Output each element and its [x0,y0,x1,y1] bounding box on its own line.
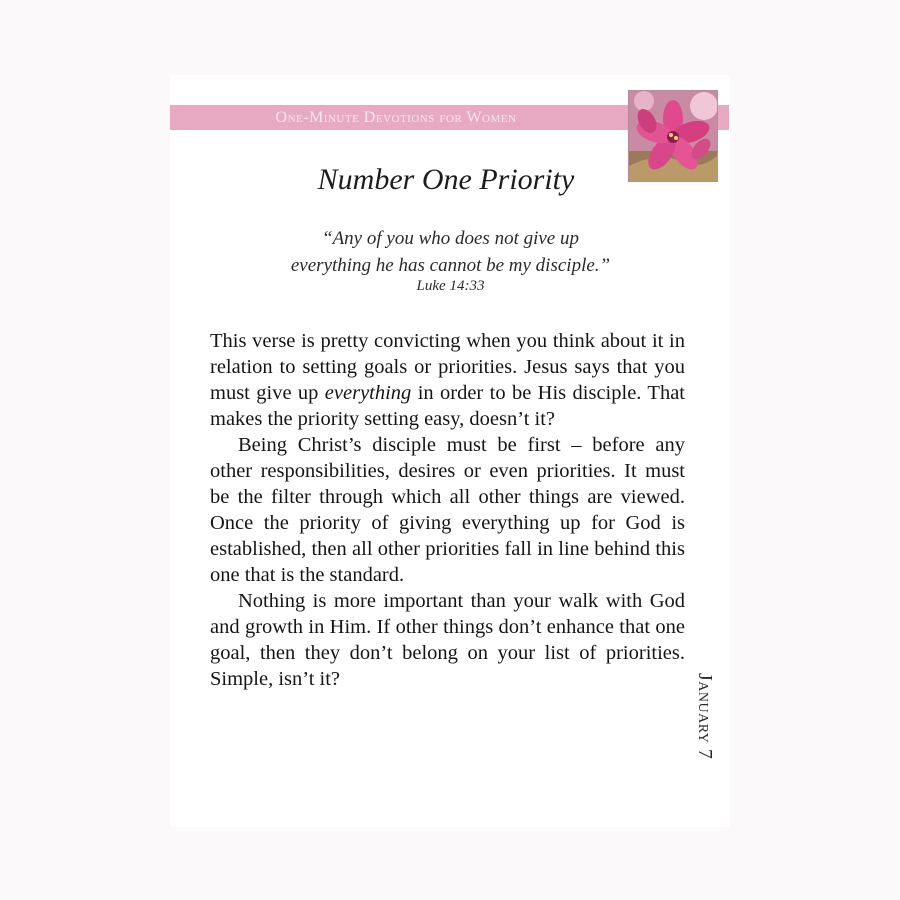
paragraph-1-start: This verse is pretty convicting when you think about it in relation to setting goals or priorities. Jesus says that you must give up [210,330,685,404]
side-date: January 7 [694,673,716,760]
paragraph-1-end: in order to be His disciple. That makes the priority setting easy, doesn’t it? [210,382,685,430]
scripture-reference: Luke 14:33 [416,278,485,294]
paragraph-2: Being Christ’s disciple must be first – before any other responsibilities, desires or even priorities. It must be the filter through which all other things are viewed. Once the priority of giving everything up for God is established, then all other priorities fall in line behind this one that is the standard. [210,434,685,586]
paragraph-3: Nothing is more important than your walk with God and growth in Him. If other things don’t enhance that one goal, then they don’t belong on your list of priorities. Simple, isn’t it? [210,590,685,690]
scripture-line-2: everything he has cannot be my disciple.” [290,255,611,276]
paragraph-1-emphasis: everything [324,382,412,404]
scripture-quote [230,225,671,279]
devotion-title: Number One Priority [317,163,575,196]
devotion-page [170,75,730,827]
series-title: One-Minute Devotions for Women [275,109,517,126]
scripture-line-1: “Any of you who does not give up [322,228,579,249]
devotion-body [210,328,685,692]
paragraph-1 [210,328,685,432]
